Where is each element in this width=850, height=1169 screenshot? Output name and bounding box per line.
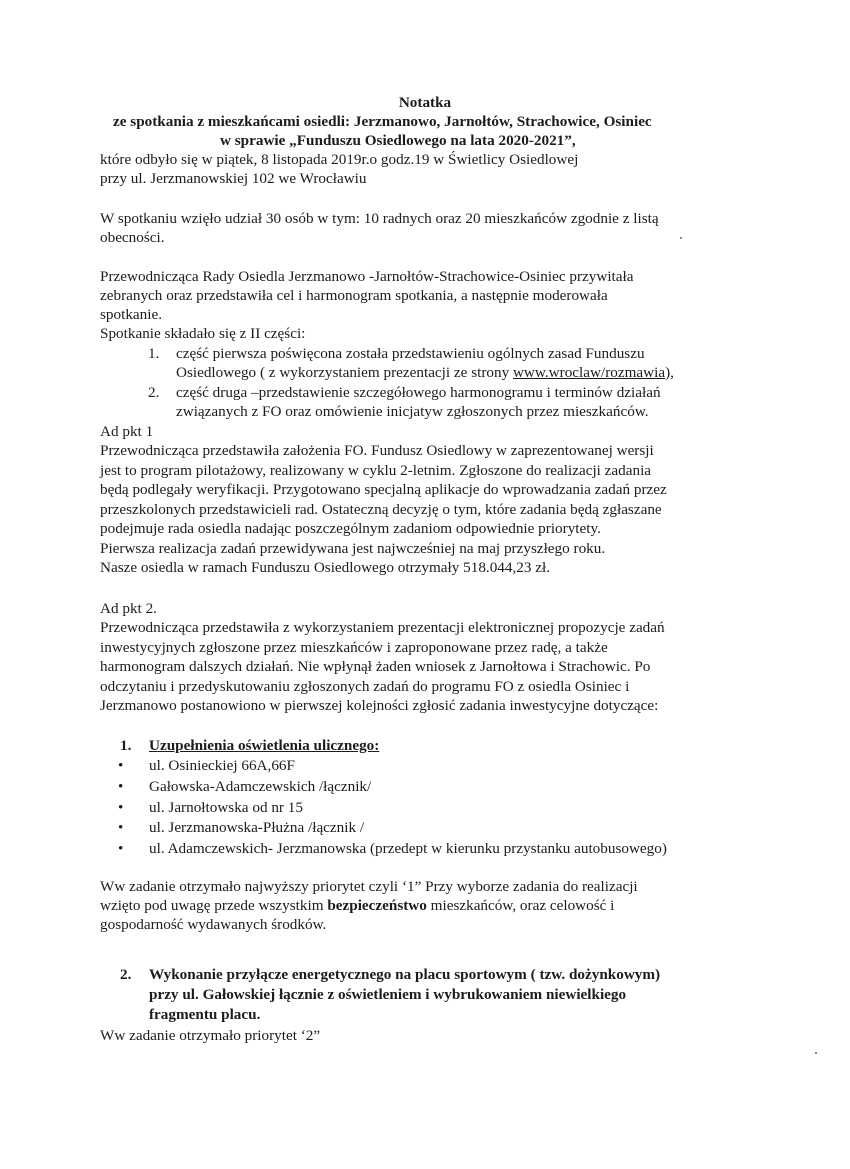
- ad-pkt-1-line: Przewodnicząca przedstawiła założenia FO. Fundusz Osiedlowy w zaprezentowanej wersji: [100, 442, 654, 459]
- ad-pkt-1-line: jest to program pilotażowy, realizowany w cyklu 2-letnim. Zgłoszone do realizacji zadania: [100, 462, 652, 479]
- task-1-note-line-2-end: mieszkańców, oraz celowość i: [426, 897, 615, 914]
- scan-speck: [680, 237, 682, 239]
- task-2-line-3: fragmentu placu.: [149, 1006, 261, 1023]
- bullet-icon: •: [118, 778, 124, 795]
- document-subtitle-line-2: w sprawie „Funduszu Osiedlowego na lata 2020-2021”,: [220, 132, 576, 149]
- presentation-link[interactable]: www.wroclaw/rozmawia: [512, 364, 666, 381]
- task-2-line-2: przy ul. Gałowskiej łącznie z oświetleniem i wybrukowaniem niewielkiego: [149, 986, 627, 1003]
- part-1-line-2-text: Osiedlowego ( z wykorzystaniem prezentacji ze strony: [176, 364, 513, 381]
- ad-pkt-2-heading: Ad pkt 2.: [100, 600, 157, 617]
- part-2-line-2: związanych z FO oraz omówienie inicjatyw zgłoszonych przez mieszkańców.: [176, 403, 649, 420]
- ad-pkt-1-heading: Ad pkt 1: [100, 423, 154, 440]
- document-title: Notatka: [398, 94, 452, 111]
- part-1-line-2-end: ),: [665, 364, 674, 381]
- part-1-line-1: część pierwsza poświęcona została przedstawieniu ogólnych zasad Funduszu: [176, 345, 645, 362]
- scan-speck: [815, 1052, 817, 1054]
- intro-line-1: Przewodnicząca Rady Osiedla Jerzmanowo -Jarnołtów-Strachowice-Osiniec przywitała: [100, 268, 634, 285]
- task-1-note-line-1: Ww zadanie otrzymało najwyższy priorytet czyli ‘1” Przy wyborze zadania do realizacji: [100, 878, 638, 895]
- list-item: Gałowska-Adamczewskich /łącznik/: [149, 778, 372, 795]
- ad-pkt-2-line: odczytaniu i przedyskutowaniu zgłoszonych zadań do programu FO z osiedla Osiniec i: [100, 678, 630, 695]
- document-subtitle-line-1: ze spotkania z mieszkańcami osiedli: Jerzmanowo, Jarnołtów, Strachowice, Osiniec: [113, 113, 652, 130]
- ad-pkt-2-line: Jerzmanowo postanowiono w pierwszej kolejności zgłosić zadania inwestycyjne dotyczące:: [100, 697, 659, 714]
- ad-pkt-2-line: harmonogram dalszych działań. Nie wpłynął żaden wniosek z Jarnołtowa i Strachowic. Po: [100, 658, 651, 675]
- bullet-icon: •: [118, 840, 124, 857]
- task-1-note-line-3: gospodarność wydawanych środków.: [100, 916, 327, 933]
- meeting-info-line-1: które odbyło się w piątek, 8 listopada 2019r.o godz.19 w Świetlicy Osiedlowej: [100, 151, 579, 168]
- ad-pkt-1-line: przeszkolonych przedstawicieli rad. Ostateczną decyzję o tym, które zadania będą zgłaszane: [100, 501, 662, 518]
- part-1-line-2: [176, 364, 674, 383]
- task-2-number: 2.: [120, 966, 132, 983]
- task-2-line-1: Wykonanie przyłącze energetycznego na placu sportowym ( tzw. dożynkowym): [149, 966, 661, 983]
- task-1-note-emphasis: bezpieczeństwo: [327, 897, 427, 914]
- bullet-icon: •: [118, 757, 124, 774]
- list-item: ul. Jarnołtowska od nr 15: [149, 799, 303, 816]
- ad-pkt-1-line: będą podlegały weryfikacji. Przygotowano specjalną aplikacje do wprowadzania zadań przez: [100, 481, 667, 498]
- ad-pkt-1-line: Nasze osiedla w ramach Funduszu Osiedlowego otrzymały 518.044,23 zł.: [100, 559, 551, 576]
- list-item: ul. Osinieckiej 66A,66F: [149, 757, 295, 774]
- ad-pkt-1-line: Pierwsza realizacja zadań przewidywana jest najwcześniej na maj przyszłego roku.: [100, 540, 606, 557]
- task-1-title: Uzupełnienia oświetlenia ulicznego:: [149, 737, 380, 754]
- ad-pkt-2-line: inwestycyjnych zgłoszone przez mieszkańców i zaproponowane przez radę, a także: [100, 639, 608, 656]
- task-1-note-line-2-text: wzięto pod uwagę przede wszystkim: [100, 897, 328, 914]
- attendance-line-1: W spotkaniu wzięło udział 30 osób w tym: 10 radnych oraz 20 mieszkańców zgodnie z listą: [100, 210, 659, 227]
- bullet-icon: •: [118, 819, 124, 836]
- intro-line-2: zebranych oraz przedstawiła cel i harmonogram spotkania, a następnie moderowała: [100, 287, 608, 304]
- task-1-note-line-2: [100, 897, 614, 916]
- part-2-line-1: część druga –przedstawienie szczegółowego harmonogramu i terminów działań: [176, 384, 661, 401]
- intro-line-3: spotkanie.: [100, 306, 163, 323]
- part-1-number: 1.: [148, 345, 160, 362]
- part-2-number: 2.: [148, 384, 160, 401]
- ad-pkt-1-line: podejmuje rada osiedla nadając poszczególnym zadaniom odpowiednie priorytety.: [100, 520, 601, 537]
- attendance-line-2: obecności.: [100, 229, 165, 246]
- parts-intro: Spotkanie składało się z II części:: [100, 325, 306, 342]
- list-item: ul. Jerzmanowska-Płużna /łącznik /: [149, 819, 365, 836]
- task-1-number: 1.: [120, 737, 132, 754]
- task-2-note: Ww zadanie otrzymało priorytet ‘2”: [100, 1027, 321, 1044]
- list-item: ul. Adamczewskich- Jerzmanowska (przedept w kierunku przystanku autobusowego): [149, 840, 667, 857]
- meeting-info-line-2: przy ul. Jerzmanowskiej 102 we Wrocławiu: [100, 170, 367, 187]
- bullet-icon: •: [118, 799, 124, 816]
- ad-pkt-2-line: Przewodnicząca przedstawiła z wykorzystaniem prezentacji elektronicznej propozycje zadań: [100, 619, 665, 636]
